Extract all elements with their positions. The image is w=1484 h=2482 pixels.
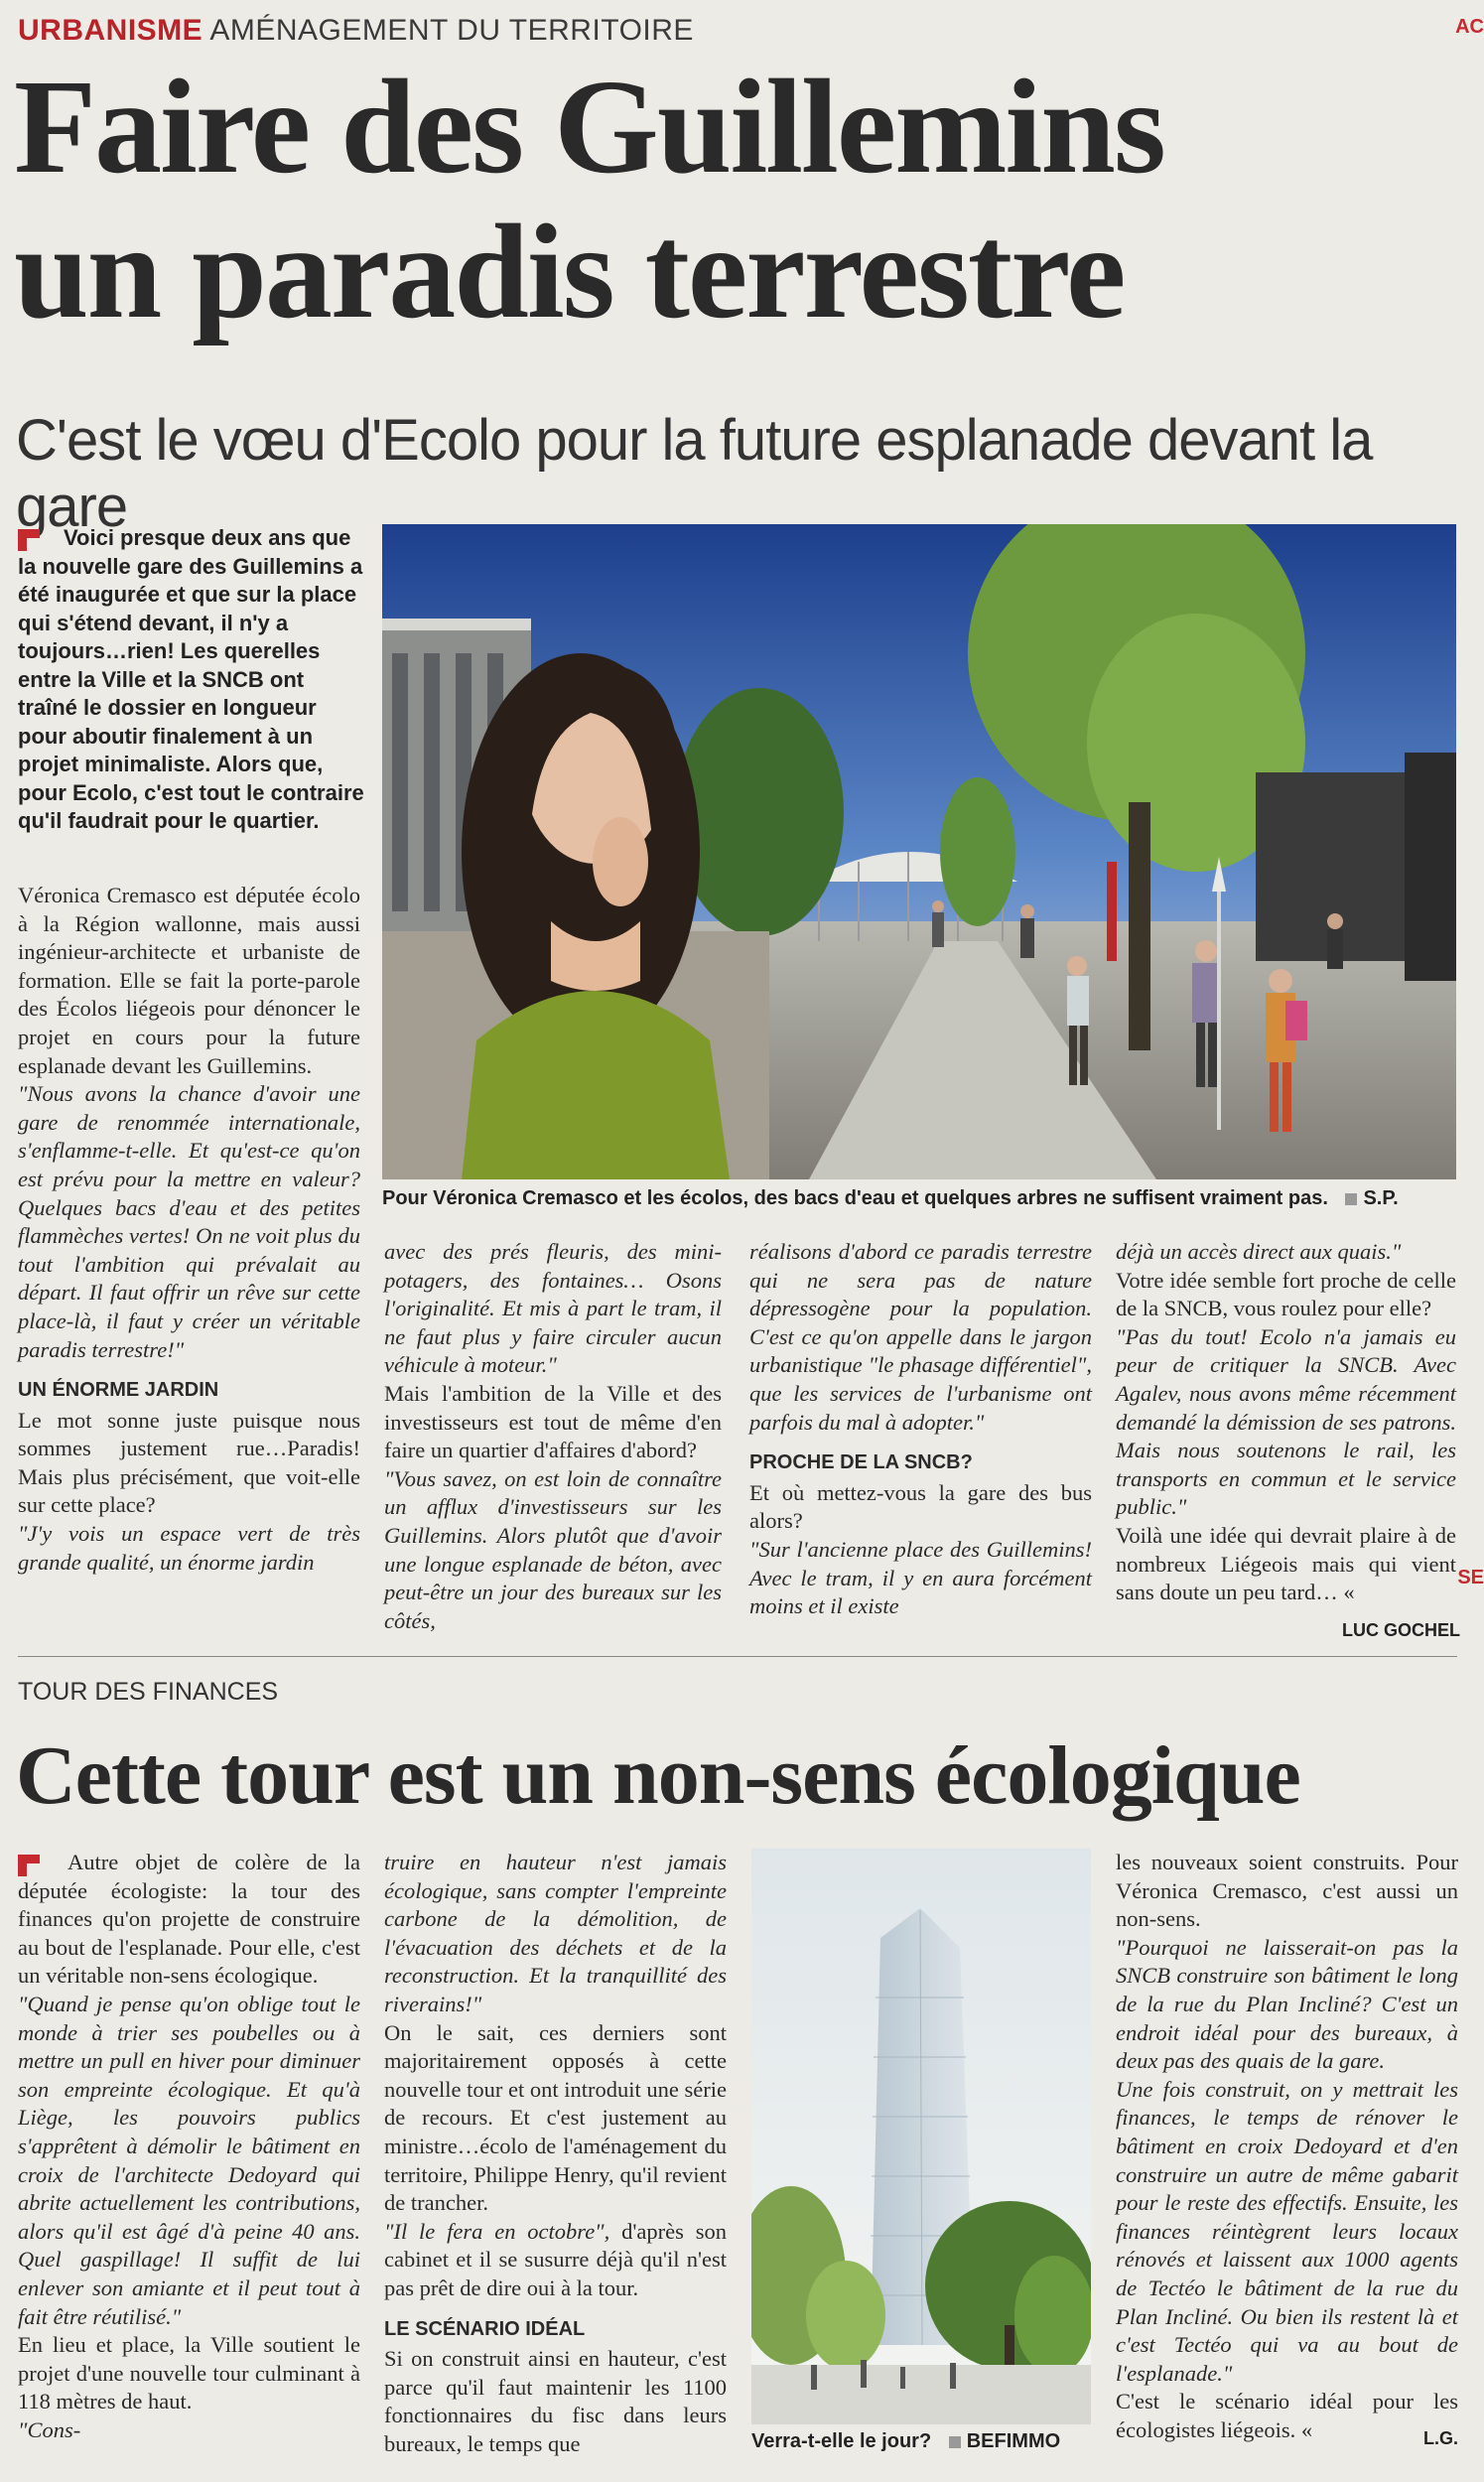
article1-col4-quote1: déjà un accès direct aux quais." [1116, 1239, 1402, 1264]
kicker-topic: AMÉNAGEMENT DU TERRITOIRE [209, 14, 694, 47]
article1-col3-quote2: "Sur l'ancienne place des Guillemins! Avec le tram, il y en aura forcément moins et il existe [749, 1536, 1092, 1619]
article1-col1-p2: Le mot sonne juste puisque nous sommes justement rue…Paradis! Mais plus précisément, que voit-elle sur cette place? [18, 1407, 360, 1518]
article1-subhead-jardin: UN ÉNORME JARDIN [18, 1379, 219, 1402]
article1-col1-quote1: "Nous avons la chance d'avoir une gare de renommée internationale, s'enflamme-t-elle. Et qu'est-ce qu'on est prévu pour la mettre en valeur? Quelques bacs d'eau et des petites flammèches vertes! On ne voit plus du tout l'ambition qui prévalait au départ. Il faut offrir un rêve sur cette place-là, il faut y créer un véritable paradis terrestre!" [18, 1081, 360, 1362]
article1-signature: LUC GOCHEL [1342, 1620, 1460, 1640]
article2-col3-p2: C'est le scénario idéal pour les écologistes liégeois. « [1116, 2389, 1458, 2442]
article2-subhead-scenario: LE SCÉNARIO IDÉAL [384, 2317, 586, 2340]
tower-caption-text: Verra-t-elle le jour? [751, 2430, 932, 2452]
article2-col2-quote1: truire en hauteur n'est jamais écologique, sans compter l'empreinte carbone de la démolition, de l'évacuation des déchets et de la reconstruction. Et la tranquillité des riverains!" [384, 1850, 727, 2016]
article1-column-3 [749, 1238, 1092, 1621]
article2-column-1 [18, 1849, 360, 2444]
article2-col2-quote2: "Il le fera en octobre", [384, 2218, 610, 2244]
article1-col2-quote1: avec des prés fleuris, des mini-potagers, des fontaines… Osons l'originalité. Et mis à part le tram, il ne faut plus y faire circuler aucun véhicule à moteur." [384, 1239, 722, 1378]
article1-col3-p1: Et où mettez-vous la gare des bus alors? [749, 1479, 1092, 1534]
article2-col3-quote1: "Pourquoi ne laisserait-on pas la SNCB construire son bâtiment le long de la rue du Plan Incliné? C'est un endroit idéal pour des bureaux, à deux pas des quais de la gare. [1116, 1934, 1458, 2074]
article1-col4-quote2: "Pas du tout! Ecolo n'a jamais eu peur de critiquer la SNCB. Avec Agalev, nous avons même récemment demandé la démission de ses patrons. Mais nous soutenons le rail, les transports en commun et le service public." [1116, 1323, 1456, 1520]
edge-fragment-top: AC [1455, 16, 1484, 38]
article1-column-1 [18, 882, 360, 1577]
section2-headline: Cette tour est un non-sens écologique [16, 1729, 1300, 1822]
headline-line-2: un paradis terrestre [14, 198, 1125, 346]
article1-col1-quote2: "J'y vois un espace vert de très grande qualité, un énorme jardin [18, 1521, 360, 1575]
article2-col1-quote1: "Quand je pense qu'on oblige tout le monde à trier ses poubelles ou à mettre un pull en hiver pour diminuer son empreinte écologique. Et qu'à Liège, les pouvoirs publics s'apprêtent à démolir le bâtiment en croix de l'architecte Dedoyard qui abrite actuellement les contributions, alors qu'il est âgé d'à peine 40 ans. Quel gaspillage! Il suffit de lui enlever son amiante et il peut tout à fait être réutilisé." [18, 1991, 360, 2329]
headline-line-1: Faire des Guillemins [14, 53, 1164, 202]
photo-caption-text: Pour Véronica Cremasco et les écolos, des bacs d'eau et quelques arbres ne suffisent vraiment pas. [382, 1187, 1328, 1209]
article2-column-3 [1116, 1849, 1458, 2444]
article2-col3-quote2: Une fois construit, on y mettrait les finances, le temps de rénover le bâtiment en croix Dedoyard et d'en construire un autre de même gabarit pour le reste des effectifs. Ensuite, les finances réintègrent leurs locaux rénovés et laissent aux 1000 agents de Tectéo le bâtiment de la rue du Plan Incliné. Ou bien ils restent là et c'est Tectéo qui va au bout de l'esplanade." [1116, 2076, 1458, 2386]
article2-col1-p2: En lieu et place, la Ville soutient le projet d'une nouvelle tour culminant à 118 mètres de haut. [18, 2332, 360, 2414]
tower-photo [751, 1849, 1091, 2424]
subheadline: C'est le vœu d'Ecolo pour la future esplanade devant la gare [16, 408, 1373, 539]
edge-fragment-mid: SE [1457, 1567, 1484, 1588]
article1-column-4 [1116, 1238, 1456, 1607]
article2-col1-quote2: "Cons- [18, 2416, 81, 2442]
article1-column-2 [384, 1238, 722, 1635]
article2-signature: L.G. [1423, 2428, 1458, 2448]
section2-label: TOUR DES FINANCES [18, 1678, 279, 1706]
article1-col4-p2: Voilà une idée qui devrait plaire à de nombreux Liégeois mais qui vient sans doute un peu tard… « [1116, 1522, 1456, 1605]
photo-caption [382, 1187, 1456, 1210]
main-headline [14, 55, 1423, 345]
lead-paragraph: Voici presque deux ans que la nouvelle gare des Guillemins a été inaugurée et que sur la place qui s'étend devant, il n'y a toujours…rien! Les querelles entre la Ville et la SNCB ont traîné le dossier en longueur pour aboutir finalement à un projet minimaliste. Alors que, pour Ecolo, c'est tout le contraire qu'il faudrait pour le quartier. [18, 525, 364, 833]
article1-col2-quote2: "Vous savez, on est loin de connaître un afflux d'investisseurs sur les Guillemins. Alors plutôt que d'avoir une longue esplanade de béton, avec peut-être un jour des bureaux sur les côtés, [384, 1465, 722, 1633]
kicker-section: URBANISME [18, 14, 203, 47]
article1-col3-quote1: réalisons d'abord ce paradis terrestre qui ne sera pas de nature dépressogène pour la population. C'est ce qu'on appelle dans le jargon urbanistique "le phasage différentiel", que les services de l'urbanisme ont parfois du mal à adopter." [749, 1239, 1092, 1435]
tower-illustration [751, 1849, 1091, 2424]
article2-col2-p2: d'après son cabinet et il se susurre déjà qu'il n'est pas prêt de dire oui à la tour. [384, 2218, 727, 2300]
article1-col2-p1: Mais l'ambition de la Ville et des investisseurs est tout de même d'en faire un quartier d'affaires d'abord? [384, 1380, 722, 1463]
esplanade-illustration [382, 524, 1456, 1179]
article2-col1-p1: Autre objet de colère de la députée écologiste: la tour des finances qu'on projette de construire au bout de l'esplanade. Pour elle, c'est un véritable non-sens écologique. [18, 1850, 360, 1989]
tower-photo-caption [751, 2430, 1091, 2453]
article1-subhead-sncb: PROCHE DE LA SNCB? [749, 1451, 973, 1474]
kicker [18, 14, 694, 48]
article2-col3-p1: les nouveaux soient construits. Pour Véronica Cremasco, c'est aussi un non-sens. [1116, 1850, 1458, 1932]
article1-col1-p1: Véronica Cremasco est députée écolo à la Région wallonne, mais aussi ingénieur-architecte et urbaniste de formation. Elle se fait la porte-parole des Écolos liégeois pour dénoncer le projet en cours pour la future esplanade devant les Guillemins. [18, 883, 360, 1078]
article2-col2-p1: On le sait, ces derniers sont majoritairement opposés à cette nouvelle tour et ont introduit une série de recours. Et c'est justement au ministre…écolo de l'aménagement du territoire, Philippe Henry, qu'il revient de trancher. [384, 2019, 727, 2216]
esplanade-photo [382, 524, 1456, 1179]
tower-photo-credit: BEFIMMO [937, 2430, 1060, 2452]
article2-col2-p3: Si on construit ainsi en hauteur, c'est parce qu'il faut maintenir les 1100 fonctionnaires du fisc dans leurs bureaux, le temps que [384, 2346, 727, 2456]
section-divider [18, 1656, 1457, 1657]
article2-column-2 [384, 1849, 727, 2458]
photo-credit: S.P. [1333, 1187, 1398, 1209]
article1-col4-p1: Votre idée semble fort proche de celle de la SNCB, vous roulez pour elle? [1116, 1267, 1456, 1321]
